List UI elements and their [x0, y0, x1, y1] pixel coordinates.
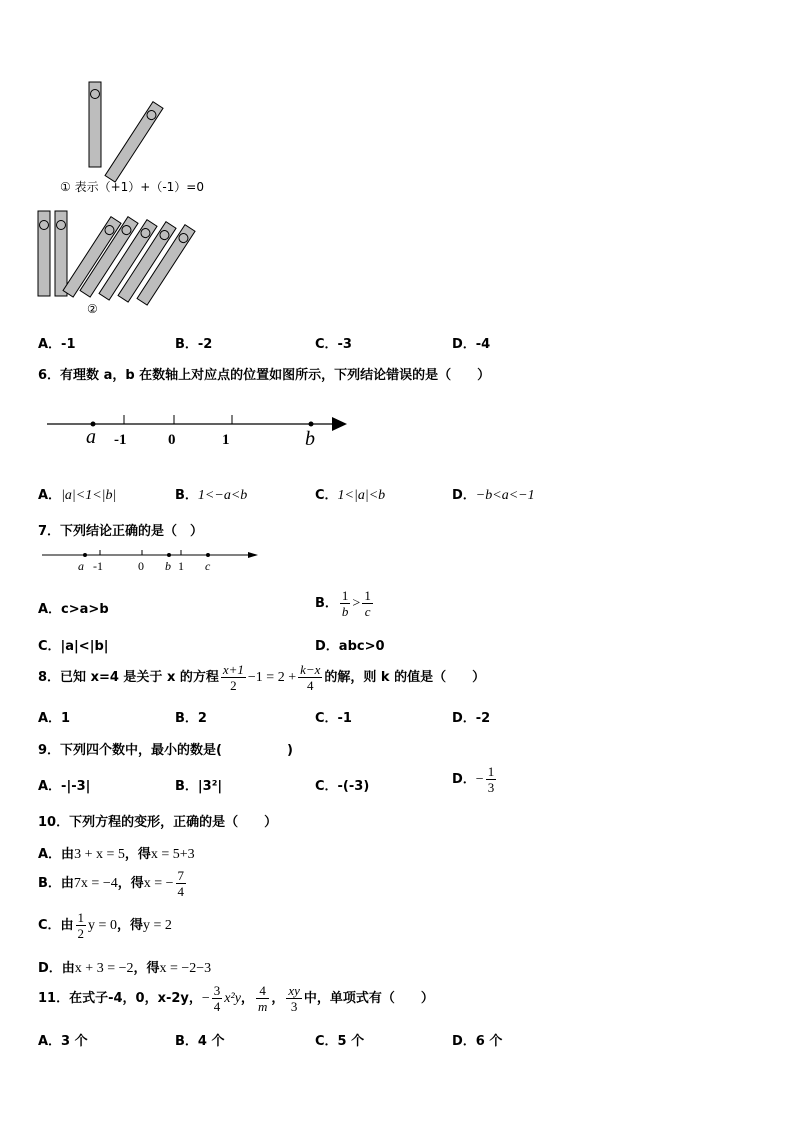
denominator: 2: [230, 678, 237, 693]
fraction-xy-over-3: [286, 983, 302, 1014]
equation-before: x + 3 = −2: [74, 961, 134, 976]
fraction-1-over-b: [340, 588, 351, 619]
q6-label-a: a: [86, 426, 96, 448]
minus-sign: −: [201, 991, 210, 1006]
q6-option-d-math: −b<a<−1: [475, 488, 535, 503]
q8-stem: [38, 662, 485, 693]
separator: ，: [271, 991, 285, 1006]
option-label: B．由: [38, 876, 74, 891]
denominator: 4: [307, 678, 314, 693]
numerator: 4: [256, 983, 269, 999]
q6-option-b[interactable]: [175, 484, 247, 504]
q6-stem: 6．有理数 a，b 在数轴上对应点的位置如图所示，下列结论错误的是（ ）: [38, 368, 491, 383]
q10-option-c[interactable]: [38, 910, 172, 941]
q8-option-b[interactable]: B．2: [175, 711, 207, 726]
q11-suffix: 中，单项式有（ ）: [303, 991, 434, 1006]
denominator: 3: [290, 999, 298, 1014]
q6-option-a-label: A．: [38, 488, 62, 503]
equation-after: x = 5+3: [150, 847, 195, 862]
connector: ，得: [133, 961, 160, 976]
q7-stem: 7．下列结论正确的是（ ）: [38, 524, 204, 539]
q7-option-d[interactable]: D．abc>0: [315, 639, 385, 654]
q11-option-a[interactable]: A．3 个: [38, 1034, 88, 1049]
q11-option-d[interactable]: D．6 个: [452, 1034, 503, 1049]
greater-than-sign: >: [352, 596, 361, 611]
q7-label-1: 1: [178, 559, 184, 573]
q11-prefix: 11．在式子-4，0，x-2y，: [38, 991, 202, 1006]
fraction-1-over-c: [362, 588, 373, 619]
q10-option-a[interactable]: [38, 843, 195, 863]
q7-label-b: b: [165, 559, 171, 573]
q7-number-line: [0, 547, 794, 577]
numerator: 7: [177, 868, 185, 883]
q6-option-a[interactable]: [38, 484, 116, 504]
denominator: 4: [213, 999, 221, 1014]
numerator: 1: [341, 588, 349, 603]
numerator: xy: [288, 983, 300, 998]
q9-option-d-label: D．: [452, 772, 476, 787]
q7-option-b[interactable]: [315, 588, 375, 619]
option-label: C．由: [38, 918, 74, 933]
q7-option-c[interactable]: C．|a|<|b|: [38, 639, 109, 654]
point-b: [309, 422, 314, 427]
q9-option-c[interactable]: C．-(-3): [315, 779, 370, 794]
connector: ，得: [124, 847, 151, 862]
q9-stem: 9．下列四个数中，最小的数是( ): [38, 743, 293, 758]
fraction-7-over-4: [176, 868, 187, 899]
connector: ，得: [117, 876, 144, 891]
q6-option-d-label: D．: [452, 488, 476, 503]
fraction-4-over-m: [256, 983, 269, 1014]
equation-before: y = 0: [88, 918, 117, 933]
q5-option-c[interactable]: C．-3: [315, 337, 352, 352]
q7-label-minus1: -1: [93, 559, 103, 573]
q6-option-c-math: 1<|a|<b: [337, 488, 386, 503]
q8-option-c[interactable]: C．-1: [315, 711, 352, 726]
q10-option-d[interactable]: [38, 957, 211, 977]
point-c: [206, 553, 210, 557]
q5-option-a[interactable]: A．-1: [38, 337, 76, 352]
q9-option-b[interactable]: B．|3²|: [175, 779, 223, 794]
option-label: A．由: [38, 847, 75, 862]
fraction-3-over-4: [212, 983, 223, 1014]
numerator: 1: [364, 588, 371, 603]
q6-option-d[interactable]: [452, 484, 535, 504]
option-label: D．由: [38, 961, 75, 976]
figure2-number: ②: [87, 302, 98, 316]
numerator: 1: [487, 764, 495, 779]
fraction-1-over-3: [486, 764, 497, 795]
equation-before: 3 + x = 5: [74, 847, 125, 862]
fraction-x-plus-1-over-2: [221, 662, 246, 693]
q8-option-d[interactable]: D．-2: [452, 711, 491, 726]
numerator: k−x: [300, 662, 321, 677]
q8-middle-expression: −1 = 2 +: [247, 670, 297, 685]
q6-option-a-math: |a|<1<|b|: [61, 488, 117, 503]
q9-option-d[interactable]: [452, 764, 498, 795]
q6-option-c[interactable]: [315, 484, 385, 504]
q6-label-1: 1: [222, 432, 230, 448]
bar-circle: [40, 221, 49, 230]
q6-option-b-label: B．: [175, 488, 198, 503]
q10-stem: 10．下列方程的变形，正确的是（ ）: [38, 815, 278, 830]
q9-option-a[interactable]: A．-|-3|: [38, 779, 91, 794]
counting-bars-figure-top: [0, 0, 794, 320]
q11-stem: [38, 983, 434, 1014]
q10-option-b[interactable]: [38, 868, 188, 899]
numerator: 3: [213, 983, 221, 998]
equation-after: x = −: [143, 876, 174, 891]
q11-option-c[interactable]: C．5 个: [315, 1034, 365, 1049]
denominator: 2: [77, 926, 85, 941]
q8-prefix: 8．已知 x=4 是关于 x 的方程: [38, 670, 219, 685]
bar-circle: [57, 221, 66, 230]
q11-option-b[interactable]: B．4 个: [175, 1034, 225, 1049]
equation-after: x = −2−3: [159, 961, 212, 976]
q7-label-0: 0: [138, 559, 144, 573]
q6-option-c-label: C．: [315, 488, 338, 503]
bar-circle: [91, 90, 100, 99]
figure1-caption: [60, 178, 204, 195]
fraction-k-minus-x-over-4: [298, 662, 322, 693]
q8-suffix: 的解，则 k 的值是（ ）: [324, 670, 486, 685]
term-x2y: x²y: [224, 991, 241, 1006]
q6-label-0: 0: [168, 432, 176, 448]
denominator: 3: [487, 780, 495, 795]
q7-option-a[interactable]: A．c>a>b: [38, 602, 109, 617]
q5-option-b[interactable]: B．-2: [175, 337, 213, 352]
q6-label-minus1: -1: [114, 432, 127, 448]
numerator: 1: [77, 910, 85, 925]
point-b: [167, 553, 171, 557]
connector: ，得: [116, 918, 143, 933]
separator: ，: [240, 991, 254, 1006]
q8-option-a[interactable]: A．1: [38, 711, 71, 726]
minus-sign: −: [475, 772, 484, 787]
denominator: m: [257, 999, 268, 1014]
figure1-text: 表示（+1）+（-1）=0: [74, 180, 204, 194]
denominator: 4: [177, 884, 185, 899]
q7-label-c: c: [205, 559, 211, 573]
equation-after: y = 2: [142, 918, 172, 933]
numerator: x+1: [222, 662, 244, 677]
equation-before: 7x = −4: [73, 876, 118, 891]
q5-option-d[interactable]: D．-4: [452, 337, 491, 352]
q7-option-b-label: B．: [315, 596, 338, 611]
point-a: [83, 553, 87, 557]
q6-option-b-math: 1<−a<b: [197, 488, 248, 503]
denominator: b: [341, 604, 349, 619]
fraction-1-over-2: [76, 910, 87, 941]
q6-label-b: b: [305, 428, 315, 450]
figure1-number: ①: [60, 180, 71, 194]
denominator: c: [364, 604, 371, 619]
q7-label-a: a: [78, 559, 84, 573]
